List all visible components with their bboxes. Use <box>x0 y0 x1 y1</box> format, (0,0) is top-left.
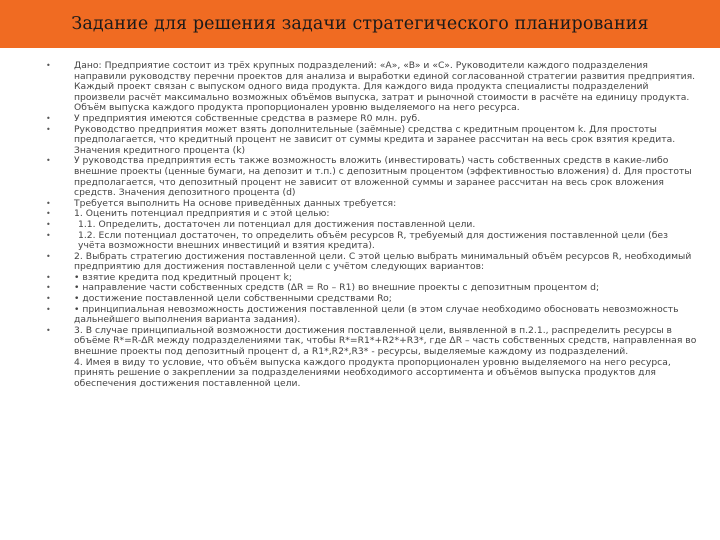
bullet-icon: • <box>46 272 51 282</box>
list-item-text: У руководства предприятия есть также возможность вложить (инвестировать) часть собственных средств в какие-либо внешние проекты (ценные бумаги, на депозит и т.п.) с депозитным процентом (эффективностью вложения) d. Для простоты предполагается, что депозитный процент не зависит от вложенной суммы и заранее рассчитан на весь срок вложения средств. Значения депозитного процента (d) <box>74 155 692 199</box>
list-item-text: Руководство предприятия может взять дополнительные (заёмные) средства с кредитным процентом k. Для простоты предполагается, что кредитный процент не зависит от суммы кредита и заранее рассчитан на весь срок взятия кредита. Значения кредитного процента (k) <box>74 123 676 156</box>
list-item <box>46 231 698 252</box>
title-bar <box>0 0 720 48</box>
bullet-icon: • <box>46 113 51 123</box>
list-item-text: 3. В случае принципиальной возможности достижения поставленной цели, выявленной в п.2.1., распределить ресурсы в объёме R*=R-ΔR между подразделениями так, чтобы R*=R1*+R2*+R3*, где ΔR – часть собственных средств, направленная во внешние проекты под депозитный процент d, а R1*,R2*,R3* - ресурсы, выделяемые каждому из подразделений. <box>74 324 697 358</box>
list-item <box>46 305 698 326</box>
list-item-text: У предприятия имеются собственные средства в размере R0 млн. руб. <box>74 112 421 124</box>
bullet-icon: • <box>46 325 51 335</box>
list-item <box>46 252 698 273</box>
list-item <box>46 125 698 157</box>
list-item-text: • принципиальная невозможность достижения поставленной цели (в этом случае необходимо обосновать невозможность дальнейшего выполнения варианта задания). <box>74 303 679 326</box>
list-item-text: • достижение поставленной цели собственными средствами Ro; <box>74 293 392 305</box>
list-item-text: Требуется выполнить На основе приведённых данных требуется: <box>74 197 397 209</box>
list-item <box>46 61 698 114</box>
bullet-icon: • <box>46 230 51 240</box>
bullet-icon: • <box>46 251 51 261</box>
list-item-text: 2. Выбрать стратегию достижения поставленной цели. С этой целью выбрать минимальный объём ресурсов R, необходимый предприятию для достижения поставленной цели с учётом следующих вариантов: <box>74 250 692 273</box>
bullet-icon: • <box>46 219 51 229</box>
list-item-text: 1. Оценить потенциал предприятия и с этой целью: <box>74 208 330 220</box>
list-item-text: 1.2. Если потенциал достаточен, то определить объём ресурсов R, требуемый для достижения поставленной цели (без учёта возможности внешних инвестиций и взятия кредита). <box>78 229 668 252</box>
bullet-icon: • <box>46 294 51 304</box>
list-item-text: Дано: Предприятие состоит из трёх крупных подразделений: «A», «B» и «C». Руководители каждого подразделения направили руководству перечни проектов для анализа и выработки единой согласованной стратегии развития предприятия. Каждый проект связан с выпуском одного вида продукта. Для каждого вида продукта специалисты подразделений произвели расчёт максимально возможных объёмов выпуска, затрат и рыночной стоимости в расчёте на единицу продукта. Объём выпуска каждого продукта пропорционален уровню выделяемого на него ресурса. <box>74 60 696 114</box>
list-item <box>46 220 698 231</box>
task-list <box>46 61 698 389</box>
list-item <box>46 326 698 358</box>
list-item <box>46 156 698 198</box>
bullet-icon: • <box>46 304 51 314</box>
bullet-icon: • <box>46 156 51 166</box>
list-item <box>46 358 698 390</box>
list-item-text: • взятие кредита под кредитный процент k; <box>74 271 292 283</box>
bullet-icon: • <box>46 198 51 208</box>
bullet-icon: • <box>46 283 51 293</box>
list-item <box>46 114 698 125</box>
list-item-text: 4. Имея в виду то условие, что объём выпуска каждого продукта пропорционален уровню выделяемого на него ресурса, принять решение о закреплении за подразделениями необходимого ассортимента и объёмов выпуска продуктов для обеспечения достижения поставленной цели. <box>74 356 671 389</box>
list-item-text: • направление части собственных средств (ΔR = Ro – R1) во внешние проекты с депозитным процентом d; <box>74 282 600 294</box>
bullet-icon: • <box>46 61 51 70</box>
list-item-text: 1.1. Определить, достаточен ли потенциал для достижения поставленной цели. <box>78 218 476 230</box>
slide-title: Задание для решения задачи стратегического планирования <box>71 14 649 34</box>
bullet-icon: • <box>46 124 51 134</box>
bullet-icon: • <box>46 209 51 219</box>
